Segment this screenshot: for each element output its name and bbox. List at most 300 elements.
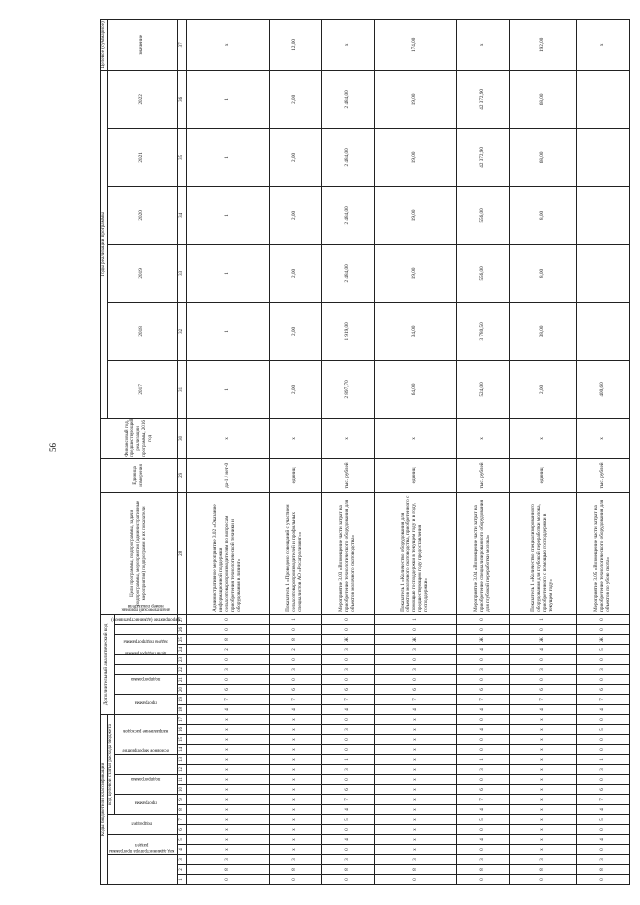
- final-value-header: значение: [107, 19, 177, 70]
- code-digit: 5: [457, 815, 510, 825]
- years-group-header: Годы реализации программы: [101, 70, 108, 418]
- year-value: 1: [186, 186, 269, 244]
- row-unit: единиц: [374, 458, 457, 492]
- code-digit: 1: [322, 755, 375, 765]
- code-digit: х: [186, 745, 269, 755]
- code-digit: х: [509, 735, 577, 745]
- additional-code-header: Дополнительный аналитический код: [101, 614, 115, 714]
- code-digit: 1: [374, 614, 457, 624]
- column-number: 34: [177, 186, 186, 244]
- code-digit: 3: [457, 665, 510, 675]
- code-digit: х: [186, 735, 269, 745]
- row-base-year: х: [509, 418, 577, 458]
- code-digit: х: [374, 735, 457, 745]
- code-digit: х: [269, 755, 322, 765]
- code-digit: 0: [577, 875, 630, 885]
- column-number: 15: [177, 735, 186, 745]
- code-digit: 0: [186, 675, 269, 685]
- year-value: 2 484,00: [322, 128, 375, 186]
- row-base-year: х: [457, 418, 510, 458]
- code-digit: 5: [577, 645, 630, 655]
- subprogram2-header: подпрограмма: [114, 675, 177, 695]
- code-digit: х: [374, 795, 457, 805]
- code-digit: Ж: [374, 635, 457, 645]
- code-digit: 0: [269, 655, 322, 665]
- code-digit: 6: [577, 685, 630, 695]
- code-digit: х: [269, 745, 322, 755]
- unit-column-header: Единица измерения: [101, 458, 178, 492]
- code-digit: 6: [509, 685, 577, 695]
- code-digit: 3: [186, 855, 269, 865]
- code-digit: х: [186, 725, 269, 735]
- column-number: 12: [177, 765, 186, 775]
- year-value: 556,00: [457, 186, 510, 244]
- code-digit: 8: [322, 865, 375, 875]
- code-digit: 0: [186, 875, 269, 885]
- code-digit: 7: [577, 795, 630, 805]
- program2-header: программа: [114, 695, 177, 715]
- code-digit: 2: [269, 645, 322, 655]
- code-digit: 4: [509, 645, 577, 655]
- year-value: 8,00: [509, 186, 577, 244]
- code-digit: 4: [457, 705, 510, 715]
- year-value: 556,00: [457, 244, 510, 302]
- code-digit: 6: [577, 785, 630, 795]
- code-digit: 0: [457, 675, 510, 685]
- code-digit: х: [269, 725, 322, 735]
- code-digit: х: [509, 795, 577, 805]
- column-number: 25: [177, 635, 186, 645]
- admin-code-header: код администратора программы: [107, 855, 177, 885]
- page-number: 56: [48, 443, 58, 452]
- code-digit: х: [269, 805, 322, 815]
- code-digit: 8: [269, 865, 322, 875]
- column-number: 11: [177, 775, 186, 785]
- code-digit: 3: [322, 765, 375, 775]
- row-total: х: [457, 19, 510, 70]
- task-subprogram-header: задача подпрограммы: [114, 655, 177, 665]
- year-value: [577, 128, 630, 186]
- code-digit: 0: [509, 655, 577, 665]
- code-digit: 0: [457, 735, 510, 745]
- year-value: 2 484,00: [322, 186, 375, 244]
- row-unit: тыс. рублей: [457, 458, 510, 492]
- final-group-header: Целевое (суммарное): [100, 21, 106, 69]
- row-total: х: [577, 19, 630, 70]
- year-value: 42 372,90: [457, 70, 510, 128]
- razdel-header: раздел: [107, 835, 177, 855]
- code-digit: х: [374, 765, 457, 775]
- year-value: 1: [186, 70, 269, 128]
- code-digit: 4: [577, 705, 630, 715]
- column-number: 13: [177, 755, 186, 765]
- code-digit: 4: [457, 645, 510, 655]
- code-digit: 7: [577, 695, 630, 705]
- row-name: Мероприятие 3.05 «Возмещение части затрат на приобретение технологического оборудования для объектов по убою скота»: [577, 492, 630, 614]
- code-digit: х: [186, 825, 269, 835]
- column-number: 30: [177, 418, 186, 458]
- column-number: 1: [177, 875, 186, 885]
- year-value: 2,00: [269, 70, 322, 128]
- row-unit: тыс. рублей: [577, 458, 630, 492]
- code-digit: 0: [269, 625, 322, 635]
- code-digit: 0: [457, 614, 510, 624]
- code-digit: 0: [322, 735, 375, 745]
- podrazdel-header: подраздел: [107, 815, 177, 835]
- code-digit: х: [509, 775, 577, 785]
- row-unit: единиц: [269, 458, 322, 492]
- code-digit: 3: [322, 665, 375, 675]
- code-digit: 0: [269, 675, 322, 685]
- year-2021-header: 2021: [107, 128, 177, 186]
- year-value: 8,00: [509, 244, 577, 302]
- subprogram-header: подпрограмма: [114, 775, 177, 795]
- code-digit: 6: [457, 685, 510, 695]
- row-total: 12,00: [269, 19, 322, 70]
- column-number: 19: [177, 695, 186, 705]
- code-digit: 0: [577, 715, 630, 725]
- code-digit: 0: [457, 845, 510, 855]
- code-digit: х: [269, 835, 322, 845]
- code-digit: 0: [374, 625, 457, 635]
- code-digit: 0: [322, 875, 375, 885]
- column-number: 8: [177, 805, 186, 815]
- code-digit: 0: [186, 625, 269, 635]
- code-digit: 1: [509, 614, 577, 624]
- column-number: 3: [177, 855, 186, 865]
- code-digit: 3: [322, 855, 375, 865]
- code-digit: 0: [577, 614, 630, 624]
- code-digit: 5: [577, 725, 630, 735]
- codes-group-header: Коды бюджетной классификации: [101, 715, 108, 885]
- code-digit: х: [186, 755, 269, 765]
- code-digit: х: [374, 835, 457, 845]
- year-value: 19,00: [374, 70, 457, 128]
- rotated-table-area: [100, 21, 630, 885]
- year-value: 1: [186, 302, 269, 360]
- column-number: 27: [177, 614, 186, 624]
- column-number: 18: [177, 705, 186, 715]
- code-digit: х: [509, 805, 577, 815]
- code-digit: 3: [322, 645, 375, 655]
- code-digit: х: [269, 735, 322, 745]
- code-digit: х: [269, 845, 322, 855]
- row-total: х: [186, 19, 269, 70]
- code-digit: 8: [577, 865, 630, 875]
- year-value: 1 919,00: [322, 302, 375, 360]
- code-digit: х: [269, 715, 322, 725]
- code-digit: х: [186, 835, 269, 845]
- code-digit: х: [509, 785, 577, 795]
- event-header: мероприятие (административное): [114, 635, 177, 655]
- column-number: 16: [177, 725, 186, 735]
- analytic-attr-header: аналитический признак: [114, 625, 177, 635]
- column-number: 22: [177, 665, 186, 675]
- code-digit: 0: [457, 875, 510, 885]
- code-digit: 3: [509, 855, 577, 865]
- year-value: 42 372,90: [457, 128, 510, 186]
- table-row: [457, 19, 510, 884]
- code-digit: 4: [186, 705, 269, 715]
- code-digit: 3: [577, 765, 630, 775]
- year-value: 64,00: [374, 360, 457, 418]
- year-value: 2,00: [269, 128, 322, 186]
- code-digit: 8: [457, 865, 510, 875]
- program-table: [100, 19, 630, 885]
- code-digit: х: [374, 845, 457, 855]
- code-digit: 4: [577, 835, 630, 845]
- row-name: Показатель 1 «Количество специализированного оборудования для глубокой переработки молока, приобретенного с помощью господдержки в текущем году»: [509, 492, 577, 614]
- code-digit: 7: [322, 695, 375, 705]
- code-digit: 4: [322, 805, 375, 815]
- code-digit: х: [269, 775, 322, 785]
- code-digit: 4: [457, 805, 510, 815]
- code-digit: 8: [509, 865, 577, 875]
- code-digit: 7: [269, 695, 322, 705]
- year-value: [577, 244, 630, 302]
- code-digit: 0: [374, 875, 457, 885]
- row-name: Мероприятие 3.03 «Возмещение части затрат на приобретение технологического оборудования для объектов молочного скотоводства»: [322, 492, 375, 614]
- row-name: Показатель 1 «Количество оборудования для объектов молочного скотоводства, приобретенного с помощью господдержки в текущем году и в году, предшествующем году предоставления господдержки»: [374, 492, 457, 614]
- column-number: 29: [177, 458, 186, 492]
- column-number: 32: [177, 302, 186, 360]
- code-digit: х: [509, 815, 577, 825]
- year-2017-header: 2017: [107, 360, 177, 418]
- column-number: 37: [177, 19, 186, 70]
- code-digit: х: [269, 785, 322, 795]
- code-digit: 0: [577, 775, 630, 785]
- program-header: программа: [114, 795, 177, 815]
- year-value: 524,00: [457, 360, 510, 418]
- code-digit: 0: [457, 715, 510, 725]
- code-digit: х: [374, 775, 457, 785]
- table-row: [269, 19, 322, 884]
- code-digit: 8: [186, 635, 269, 645]
- code-digit: 6: [269, 685, 322, 695]
- code-digit: 1: [577, 755, 630, 765]
- main-event-header: основное мероприятие: [114, 755, 177, 775]
- code-digit: 0: [457, 775, 510, 785]
- year-value: [577, 70, 630, 128]
- code-digit: 7: [457, 695, 510, 705]
- year-value: 34,00: [374, 302, 457, 360]
- code-digit: 0: [577, 655, 630, 665]
- target-article-header: код целевой статьи расхода бюджета: [107, 715, 114, 815]
- code-digit: 0: [577, 625, 630, 635]
- column-number: 21: [177, 675, 186, 685]
- year-value: 2,00: [509, 360, 577, 418]
- code-digit: 0: [322, 825, 375, 835]
- code-digit: х: [374, 725, 457, 735]
- year-value: 68,00: [509, 128, 577, 186]
- column-number: 24: [177, 645, 186, 655]
- code-digit: 3: [269, 665, 322, 675]
- code-digit: 0: [322, 745, 375, 755]
- column-number: 4: [177, 845, 186, 855]
- code-digit: х: [509, 715, 577, 725]
- year-2022-header: 2022: [107, 70, 177, 128]
- code-digit: 6: [374, 685, 457, 695]
- column-number: 31: [177, 360, 186, 418]
- column-number: 17: [177, 715, 186, 725]
- code-digit: х: [186, 795, 269, 805]
- year-value: 2,00: [269, 302, 322, 360]
- code-digit: 4: [322, 835, 375, 845]
- code-digit: 0: [457, 745, 510, 755]
- code-digit: х: [186, 785, 269, 795]
- code-digit: 0: [457, 625, 510, 635]
- year-value: 19,00: [374, 186, 457, 244]
- row-name: Административное мероприятие 3.02 «Оказание информационной поддержки сельхозтоваропроизводителям по вопросам приобретения технологической техники и оборудования в лизинг»: [186, 492, 269, 614]
- code-digit: х: [374, 815, 457, 825]
- code-digit: х: [374, 805, 457, 815]
- code-digit: 0: [457, 825, 510, 835]
- year-value: 38,00: [509, 302, 577, 360]
- column-number: 35: [177, 128, 186, 186]
- row-base-year: х: [186, 418, 269, 458]
- row-base-year: х: [374, 418, 457, 458]
- code-digit: 0: [322, 614, 375, 624]
- year-2018-header: 2018: [107, 302, 177, 360]
- code-digit: 4: [322, 705, 375, 715]
- code-digit: 8: [186, 865, 269, 875]
- code-digit: 3: [509, 665, 577, 675]
- code-digit: х: [374, 715, 457, 725]
- code-digit: х: [269, 825, 322, 835]
- code-digit: х: [509, 845, 577, 855]
- year-value: 2 484,00: [322, 244, 375, 302]
- code-digit: 8: [374, 865, 457, 875]
- year-value: 1: [186, 360, 269, 418]
- code-digit: Ж: [322, 635, 375, 645]
- code-digit: 0: [322, 625, 375, 635]
- code-digit: 4: [509, 705, 577, 715]
- row-unit: тыс. рублей: [322, 458, 375, 492]
- row-total: 192,00: [509, 19, 577, 70]
- year-value: 68,00: [509, 70, 577, 128]
- table-row: [577, 19, 630, 884]
- code-digit: 3: [374, 665, 457, 675]
- row-unit: да-1 / нет-0: [186, 458, 269, 492]
- code-digit: 1: [269, 614, 322, 624]
- year-value: [577, 302, 630, 360]
- code-digit: 3: [186, 665, 269, 675]
- column-number: 14: [177, 745, 186, 755]
- column-numbers-row: [177, 19, 186, 884]
- code-digit: 7: [322, 795, 375, 805]
- code-digit: 6: [457, 785, 510, 795]
- code-digit: 0: [322, 775, 375, 785]
- code-digit: 4: [374, 705, 457, 715]
- code-digit: 4: [457, 835, 510, 845]
- code-digit: 1: [457, 755, 510, 765]
- year-value: 2,00: [269, 244, 322, 302]
- code-digit: х: [509, 825, 577, 835]
- code-digit: 3: [577, 665, 630, 675]
- code-digit: 3: [269, 855, 322, 865]
- column-number: 33: [177, 244, 186, 302]
- code-digit: 0: [322, 655, 375, 665]
- code-digit: 2: [186, 645, 269, 655]
- code-digit: 0: [374, 675, 457, 685]
- code-digit: х: [509, 745, 577, 755]
- column-number: 7: [177, 815, 186, 825]
- code-digit: 6: [186, 685, 269, 695]
- code-digit: 3: [374, 645, 457, 655]
- year-value: 400,60: [577, 360, 630, 418]
- code-digit: х: [509, 765, 577, 775]
- year-value: 2 897,70: [322, 360, 375, 418]
- year-value: 1: [186, 244, 269, 302]
- code-digit: 4: [457, 725, 510, 735]
- row-unit: единиц: [509, 458, 577, 492]
- code-digit: Ж: [577, 635, 630, 645]
- row-base-year: х: [577, 418, 630, 458]
- code-digit: х: [269, 765, 322, 775]
- goals-column-header: Цели программы, подпрограммы, задачи подпрограммы, мероприятия (административные мероприятия) подпрограмм и их показатели: [101, 492, 178, 614]
- column-number: 26: [177, 625, 186, 635]
- code-digit: х: [186, 805, 269, 815]
- column-number: 23: [177, 655, 186, 665]
- code-digit: 0: [509, 625, 577, 635]
- code-digit: х: [186, 815, 269, 825]
- year-value: 2,00: [269, 360, 322, 418]
- code-digit: 0: [509, 875, 577, 885]
- goal-subprogram-header: цель подпрограммы: [114, 665, 177, 675]
- year-value: 2 484,00: [322, 70, 375, 128]
- code-digit: 4: [577, 805, 630, 815]
- code-digit: 3: [457, 855, 510, 865]
- row-name: Показатель 1 «Проведено совещаний с участием сельхозтоваропроизводителей и профильных специалистов АО «Росагролизинг»»: [269, 492, 322, 614]
- table-row: [322, 19, 375, 884]
- code-digit: 0: [509, 675, 577, 685]
- code-digit: х: [186, 845, 269, 855]
- code-digit: 8: [269, 635, 322, 645]
- row-base-year: х: [322, 418, 375, 458]
- row-total: 174,00: [374, 19, 457, 70]
- code-digit: 0: [186, 614, 269, 624]
- code-digit: 0: [269, 875, 322, 885]
- year-value: 1: [186, 128, 269, 186]
- code-digit: х: [269, 815, 322, 825]
- year-value: [577, 186, 630, 244]
- code-digit: 3: [457, 765, 510, 775]
- table-row: [509, 19, 577, 884]
- code-digit: х: [186, 765, 269, 775]
- year-value: 2,00: [269, 186, 322, 244]
- code-digit: 7: [457, 795, 510, 805]
- code-digit: х: [374, 825, 457, 835]
- code-digit: х: [186, 775, 269, 785]
- code-digit: 3: [577, 855, 630, 865]
- code-digit: 3: [374, 855, 457, 865]
- code-digit: 0: [577, 825, 630, 835]
- code-digit: х: [509, 835, 577, 845]
- year-2019-header: 2019: [107, 244, 177, 302]
- code-digit: 0: [186, 655, 269, 665]
- column-number: 28: [177, 492, 186, 614]
- code-digit: 6: [322, 685, 375, 695]
- code-digit: 0: [457, 655, 510, 665]
- code-digit: Ж: [457, 635, 510, 645]
- code-digit: 0: [577, 735, 630, 745]
- table-row: [186, 19, 269, 884]
- code-digit: х: [374, 755, 457, 765]
- base-year-column-header: Финансовый год, предшествующий реализации программы, 2016 год: [101, 418, 178, 458]
- code-digit: Ж: [509, 635, 577, 645]
- code-digit: 0: [322, 715, 375, 725]
- direction-header: направление расходов: [114, 715, 177, 755]
